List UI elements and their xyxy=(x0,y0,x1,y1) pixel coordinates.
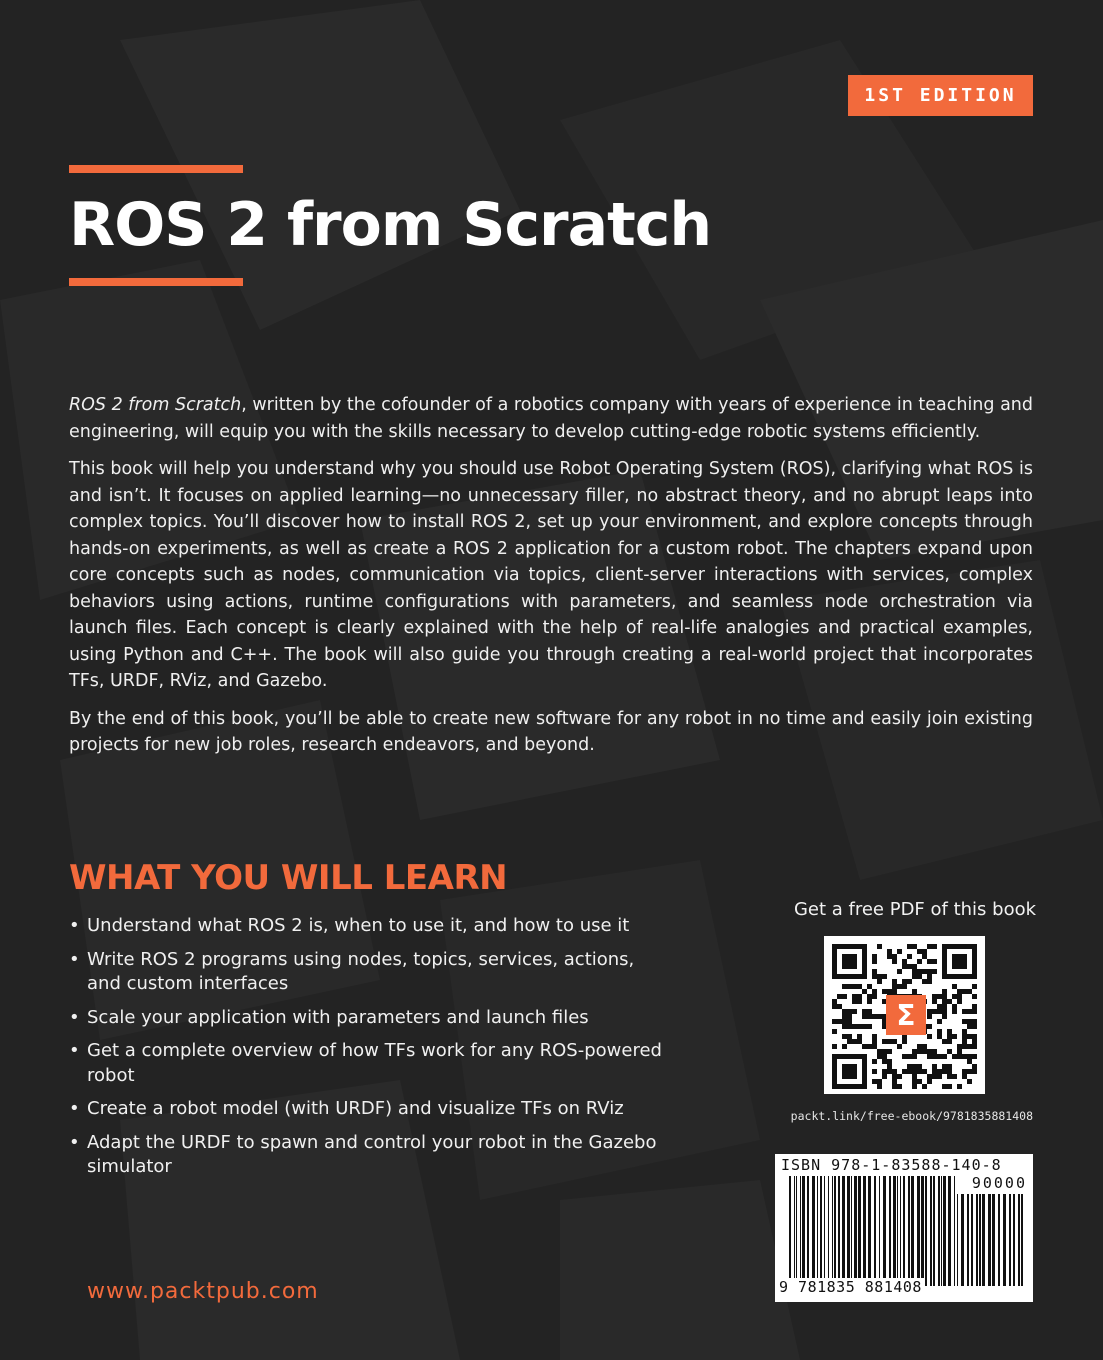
description-paragraph-3: By the end of this book, you’ll be able to create new software for any robot in no time and easily join existing projects for new job roles, research endeavors, and beyond. xyxy=(69,708,1033,755)
learn-item xyxy=(69,1039,669,1088)
book-title: ROS 2 from Scratch xyxy=(69,190,712,260)
description-paragraph-1 xyxy=(69,392,1033,445)
learn-item-text: Create a robot model (with URDF) and visualize TFs on RViz xyxy=(87,1098,624,1119)
isbn-barcode xyxy=(775,1154,1033,1302)
learn-item xyxy=(69,914,669,939)
description-book-name: ROS 2 from Scratch xyxy=(69,395,242,415)
edition-badge: 1ST EDITION xyxy=(848,75,1033,116)
learn-item-text: Write ROS 2 programs using nodes, topics, services, actions, and custom interfaces xyxy=(87,948,635,994)
bullet-icon: • xyxy=(69,1131,80,1153)
learn-item-text: Get a complete overview of how TFs work for any ROS-powered robot xyxy=(87,1040,662,1086)
learn-item xyxy=(69,1006,669,1031)
title-rule-bottom xyxy=(69,278,243,286)
bullet-icon: • xyxy=(69,1006,80,1028)
barcode-addon-icon xyxy=(957,1194,1023,1286)
learn-list xyxy=(69,914,669,1189)
qr-code[interactable] xyxy=(824,936,985,1094)
book-description xyxy=(69,392,1033,770)
learn-item xyxy=(69,948,669,997)
price-code: 90000 xyxy=(971,1174,1027,1192)
bullet-icon: • xyxy=(69,948,80,970)
learn-heading: WHAT YOU WILL LEARN xyxy=(69,858,508,898)
title-rule-top xyxy=(69,165,243,173)
packt-logo-icon: Σ xyxy=(886,995,926,1035)
isbn-number: ISBN 978-1-83588-140-8 xyxy=(781,1156,1002,1174)
description-paragraph-1-text: , written by the cofounder of a robotics company with years of experience in teaching and engineering, will equip you with the skills necessary to develop cutting-edge robotic systems efficiently. xyxy=(69,395,1033,442)
free-ebook-url[interactable]: packt.link/free-ebook/9781835881408 xyxy=(790,1109,1033,1123)
learn-item xyxy=(69,1097,669,1122)
learn-item xyxy=(69,1131,669,1180)
free-pdf-caption: Get a free PDF of this book xyxy=(793,899,1037,920)
bullet-icon: • xyxy=(69,1040,80,1061)
barcode-digits: 9 781835 881408 xyxy=(779,1278,922,1296)
learn-item-text: Understand what ROS 2 is, when to use it, and how to use it xyxy=(87,915,630,936)
description-paragraph-2: This book will help you understand why you should use Robot Operating System (ROS), clarifying what ROS is and isn’t. It focuses on applied learning—no unnecessary filler, no abstract theory, and no abrupt leaps into complex topics. You’ll discover how to install ROS 2, set up your environment, and explore concepts through hands-on experiments, as well as create a ROS 2 application for a custom robot. The chapters expand upon core concepts such as nodes, communication via topics, client-server interactions with services, complex behaviors using actions, runtime configurations with parameters, and seamless node orchestration via launch files. Each concept is clearly explained with the help of real-life analogies and practical examples, using Python and C++. The book will also guide you through creating a real-world project that incorporates TFs, URDF, RViz, and Gazebo. xyxy=(69,459,1033,691)
learn-item-text: Adapt the URDF to spawn and control your robot in the Gazebo simulator xyxy=(87,1131,657,1177)
bullet-icon: • xyxy=(69,1098,80,1119)
bullet-icon: • xyxy=(69,915,80,936)
barcode-icon xyxy=(789,1176,955,1286)
learn-item-text: Scale your application with parameters and launch files xyxy=(87,1006,589,1028)
publisher-website-link[interactable]: www.packtpub.com xyxy=(87,1279,319,1304)
